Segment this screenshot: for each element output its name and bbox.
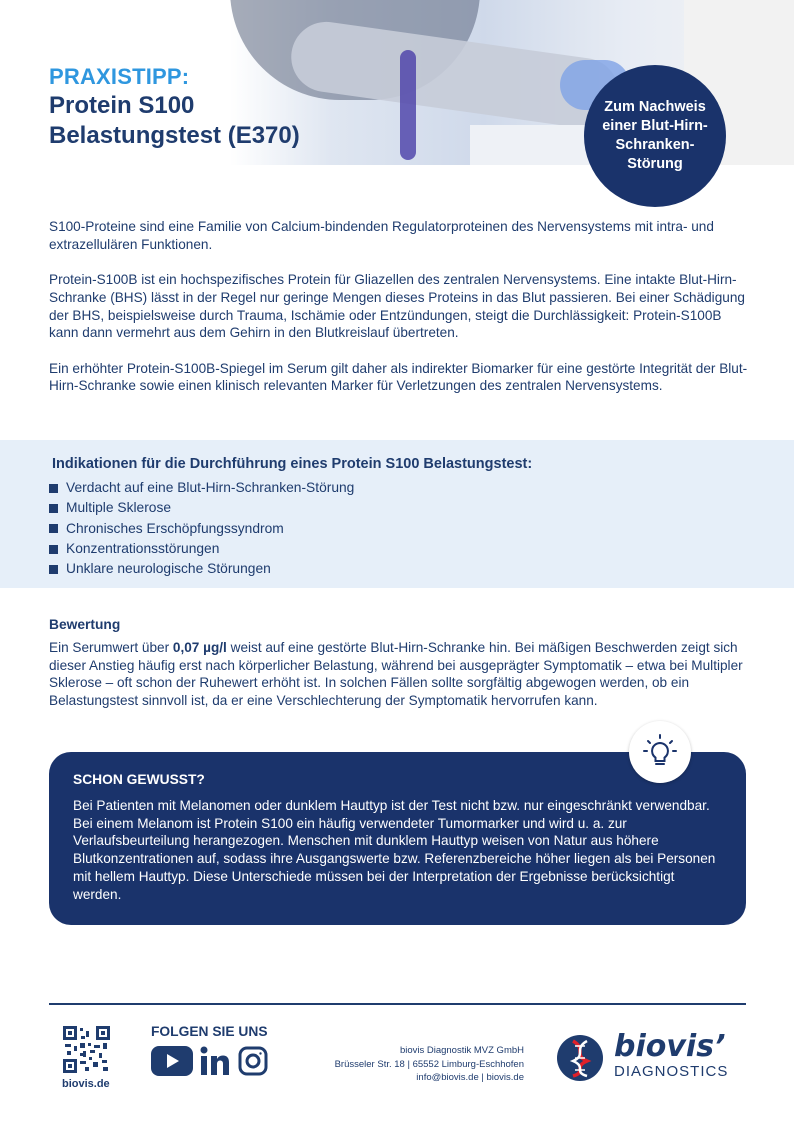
- youtube-icon[interactable]: [151, 1046, 193, 1076]
- website-label[interactable]: biovis.de: [62, 1078, 110, 1090]
- company-name: biovis Diagnostik MVZ GmbH: [399, 1045, 524, 1056]
- intro-section: [49, 218, 749, 413]
- instagram-icon[interactable]: [237, 1046, 269, 1076]
- list-item: Multiple Sklerose: [49, 498, 354, 518]
- list-item: Verdacht auf eine Blut-Hirn-Schranken-Störung: [49, 478, 354, 498]
- indications-section: [0, 440, 794, 588]
- company-contact[interactable]: info@biovis.de | biovis.de: [416, 1072, 524, 1083]
- list-item: Chronisches Erschöpfungssyndrom: [49, 519, 354, 539]
- linkedin-icon[interactable]: [199, 1046, 231, 1076]
- square-bullet-icon: [49, 504, 58, 513]
- brand-subtitle: DIAGNOSTICS: [614, 1063, 729, 1080]
- biovis-logo-icon: [556, 1034, 604, 1082]
- praxistipp-label: PRAXISTIPP:: [49, 64, 190, 89]
- intro-paragraph-1: S100-Proteine sind eine Familie von Calcium-bindenden Regulatorproteinen des Nervensystems mit intra- und extrazellulären Funktionen.: [49, 219, 714, 252]
- callout-title: SCHON GEWUSST?: [73, 772, 205, 787]
- evaluation-title: Bewertung: [49, 617, 121, 632]
- list-item: Konzentrationsstörungen: [49, 539, 354, 559]
- square-bullet-icon: [49, 545, 58, 554]
- purpose-circle-badge: [584, 65, 726, 207]
- threshold-value: 0,07 µg/l: [172, 640, 227, 655]
- list-item: Unklare neurologische Störungen: [49, 559, 354, 579]
- indications-list: [49, 478, 354, 579]
- title-block: [49, 63, 300, 151]
- brand-name: biovis’: [614, 1029, 726, 1064]
- company-address: [300, 1044, 524, 1085]
- evaluation-text: Ein Serumwert über 0,07 µg/l weist auf eine gestörte Blut-Hirn-Schranke hin. Bei mäßigen Beschwerden zeigt sich dieser Anstieg häufig erst nach körperlicher Belastung, während bei ausgeprägter Symptomatik – etwa bei Multipler Sklerose – oft schon der Ruhewert erhöht ist. In solchen Fällen sollte sorgfältig abgewogen werden, ob ein Belastungstest sinnvoll ist, da er eine Verschlechterung der Symptomatik hervorrufen kann.: [49, 640, 743, 709]
- lightbulb-icon: [629, 721, 691, 783]
- intro-paragraph-3: Ein erhöhter Protein-S100B-Spiegel im Serum gilt daher als indirekter Biomarker für eine gestörte Integrität der Blut-Hirn-Schranke sowie einen klinisch relevanten Marker für Verletzungen des zentralen Nervensystems.: [49, 360, 748, 394]
- indications-title: Indikationen für die Durchführung eines Protein S100 Belastungstest:: [52, 456, 533, 472]
- page-title-line1: Protein S100: [49, 92, 195, 119]
- intro-paragraph-2: Protein-S100B ist ein hochspezifisches Protein für Gliazellen des zentralen Nervensystems. Eine intakte Blut-Hirn-Schranke (BHS) lässt in der Regel nur geringe Mengen dieses Proteins in das Blut passieren. Bei einer Schädigung der BHS, beispielsweise durch Trauma, Ischämie oder Entzündungen, steigt die Durchlässigkeit: Protein-S100B kann dann vermehrt aus dem Gehirn in den Blutkreislauf übertreten.: [49, 272, 745, 341]
- company-street: Brüsseler Str. 18 | 65552 Limburg-Eschhofen: [334, 1058, 524, 1070]
- square-bullet-icon: [49, 484, 58, 493]
- purpose-circle-text: Zum Nachweis einer Blut-Hirn-Schranken-Störung: [602, 99, 708, 172]
- page-title-line2: Belastungstest (E370): [49, 122, 300, 149]
- follow-us-label: FOLGEN SIE UNS: [151, 1024, 268, 1039]
- callout-text: Bei Patienten mit Melanomen oder dunklem Hauttyp ist der Test nicht bzw. nur eingeschränkt verwendbar. Bei einem Melanom ist Protein S100 ein häufig verwendeter Tumormarker und wird u. a. zur Verlaufsbeurteilung herangezogen. Menschen mit dunklem Hauttyp weisen von Natur aus höhere Blutkonzentrationen auf, sodass ihre Ausgangswerte bzw. Referenzbereiche höher liegen als bei Personen mit hellem Hauttyp. Diese Unterschiede müssen bei der Interpretation der Ergebnisse berücksichtigt werden.: [73, 798, 716, 902]
- square-bullet-icon: [49, 565, 58, 574]
- footer-divider: [49, 1003, 746, 1005]
- did-you-know-callout: [49, 752, 746, 925]
- qr-code-icon[interactable]: [63, 1026, 110, 1073]
- square-bullet-icon: [49, 524, 58, 533]
